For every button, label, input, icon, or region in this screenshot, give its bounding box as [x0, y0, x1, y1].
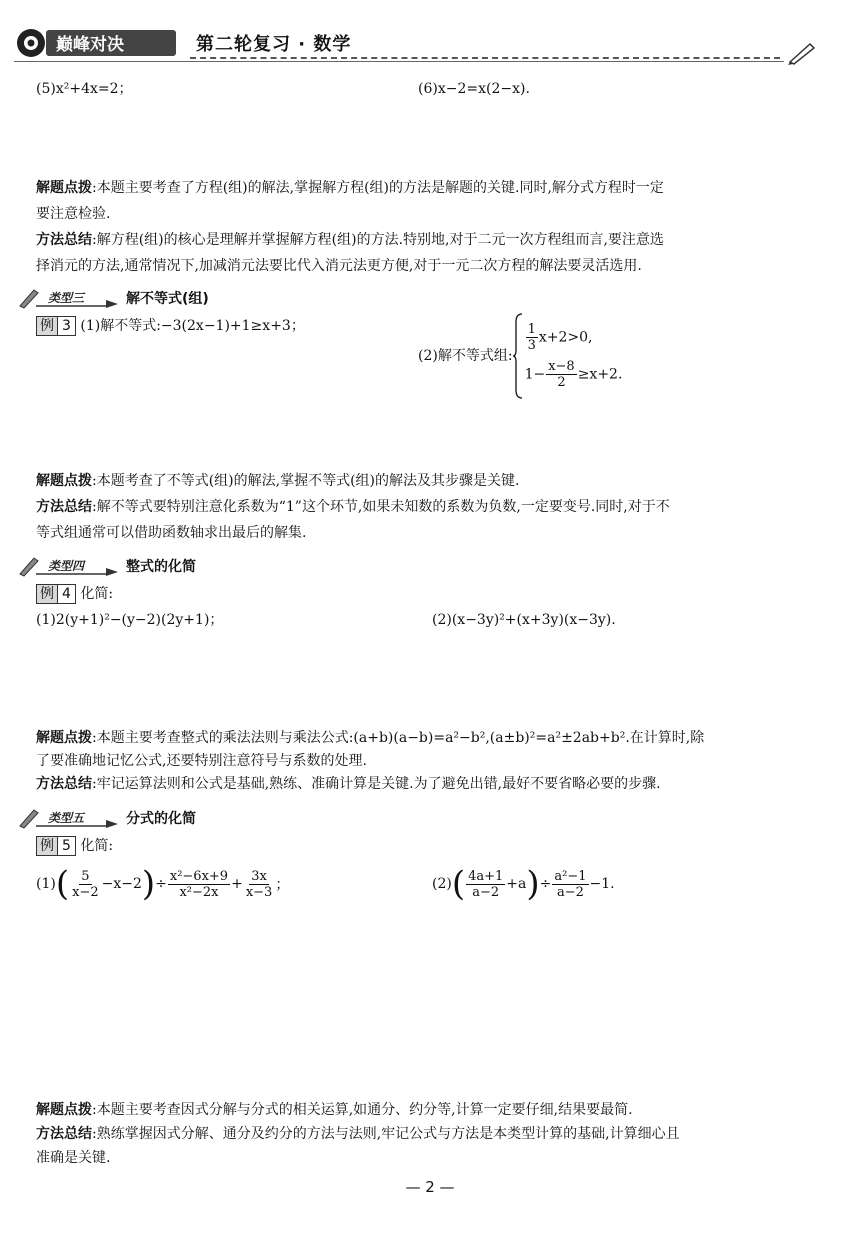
left-paren: (	[55, 864, 70, 904]
example4-q1: (1)2(y+1)²−(y−2)(2y+1)；	[36, 612, 224, 628]
type3-title: 解不等式(组)	[126, 291, 209, 307]
logo-badge-icon	[14, 26, 182, 60]
summary-text: :熟练掌握因式分解、通分及约分的方法与法则,牢记公式与方法是本类型计算的基础,计算细心且	[92, 1126, 680, 1142]
type-badge-icon	[18, 286, 118, 310]
example4-prompt: 化简:	[80, 586, 114, 602]
example4-q2: (2)(x−3y)²+(x+3y)(x−3y).	[432, 612, 616, 628]
summary-text: :解不等式要特别注意化系数为“1”这个环节,如果未知数的系数为负数,一定要变号.同时,对于不	[92, 499, 670, 515]
inequality-system	[525, 322, 623, 390]
type4-badge-text: 类型四	[48, 559, 85, 573]
header-logo	[14, 26, 182, 60]
example-number: 3	[57, 316, 76, 336]
ineq-line2-rest: ≥x+2.	[577, 366, 623, 383]
example-label: 例	[36, 836, 58, 856]
q2-mid: +a	[506, 876, 527, 892]
right-paren: )	[526, 864, 540, 904]
pen-icon	[786, 40, 818, 66]
tip-text-cont: 了要准确地记忆公式,还要特别注意符号与系数的处理.	[36, 753, 367, 769]
summary-label: 方法总结	[36, 232, 92, 248]
type4-header	[18, 554, 318, 576]
page-number: — 2 —	[405, 1178, 455, 1196]
ineq-line1-rest: x+2>0,	[538, 329, 593, 346]
example4-header	[36, 584, 113, 604]
left-paren: (	[451, 864, 466, 904]
summary-text-cont: 择消元的方法,通常情况下,加减消元法要比代入消元法更方便,对于一元二次方程的解法要灵活选用.	[36, 258, 642, 274]
header-divider	[190, 57, 780, 59]
divide-sign: ÷	[155, 876, 167, 892]
page-header-title: 第二轮复习 · 数学	[196, 34, 352, 55]
q2-end: −1.	[589, 876, 615, 892]
example5-q2	[432, 860, 615, 908]
plus-sign: +	[231, 876, 243, 892]
divide-sign: ÷	[539, 876, 552, 892]
fraction: $\frac{\text{x²−6x+9}}{\text{x²−2x}}$	[169, 868, 229, 900]
fraction: $\frac{x-8}{2}$	[548, 359, 575, 390]
problem-6: (6)x−2=x(2−x).	[418, 81, 530, 97]
fraction: $\frac{\text{a²−1}}{a-2}$	[554, 868, 587, 900]
tip-label: 解题点拨	[36, 180, 92, 196]
example5-prompt: 化简:	[80, 838, 114, 854]
summary-label: 方法总结	[36, 1126, 92, 1142]
summary-text: :牢记运算法则和公式是基础,熟练、准确计算是关键.为了避免出错,最好不要省略必要的步骤.	[92, 776, 661, 792]
type3-header	[18, 286, 318, 308]
type5-badge-text: 类型五	[48, 811, 85, 825]
example3-q1-text: (1)解不等式:−3(2x−1)+1≥x+3；	[80, 318, 305, 334]
example3-q2-prefix: (2)解不等式组:	[418, 348, 513, 364]
example3-q1	[36, 316, 305, 336]
right-paren: )	[141, 864, 156, 904]
example-label: 例	[36, 584, 58, 604]
example-number: 5	[57, 836, 76, 856]
summary-label: 方法总结	[36, 499, 92, 515]
fraction: $\frac{4a+1}{a-2}$	[468, 868, 504, 900]
type4-notes	[36, 727, 826, 796]
type4-title: 整式的化简	[126, 559, 196, 575]
type5-notes	[36, 1098, 826, 1170]
example-label: 例	[36, 316, 58, 336]
example5-q1	[36, 860, 289, 908]
q1-end: ；	[275, 877, 290, 893]
type-badge-icon	[18, 806, 118, 830]
tip-text: :本题主要考查因式分解与分式的相关运算,如通分、约分等,计算一定要仔细,结果要最简.	[92, 1102, 633, 1118]
summary-text-cont: 等式组通常可以借助函数轴求出最后的解集.	[36, 525, 307, 541]
summary-label: 方法总结	[36, 776, 92, 792]
ineq-line2-lead: 1−	[524, 366, 546, 383]
example5-header	[36, 836, 113, 856]
summary-text: :解方程(组)的核心是理解并掌握解方程(组)的方法.特别地,对于二元一次方程组而言,要注意选	[92, 232, 664, 248]
summary-text-cont: 准确是关键.	[36, 1150, 111, 1166]
type-badge-icon	[18, 554, 118, 578]
tip-label: 解题点拨	[36, 730, 92, 746]
q2-label: (2)	[432, 876, 452, 892]
tip-text: :本题主要考查了方程(组)的解法,掌握解方程(组)的方法是解题的关键.同时,解分式方程时一定	[92, 180, 664, 196]
section2-tip	[36, 175, 826, 279]
example3-q2	[418, 310, 622, 402]
type5-header	[18, 806, 318, 828]
logo-text: 巅峰对决	[56, 35, 124, 55]
fraction: $\frac{1}{3}$	[527, 322, 536, 353]
tip-label: 解题点拨	[36, 1102, 92, 1118]
problem-5: (5)x²+4x=2；	[36, 81, 133, 97]
header-rule	[14, 61, 784, 62]
tip-text: :本题考查了不等式(组)的解法,掌握不等式(组)的解法及其步骤是关键.	[92, 473, 520, 489]
type3-badge-text: 类型三	[48, 291, 85, 305]
tip-text: :本题主要考查整式的乘法法则与乘法公式:(a+b)(a−b)=a²−b²,(a±b)²=a²±2ab+b².在计算时,除	[92, 730, 705, 746]
fraction: $\frac{3x}{x-3}$	[245, 868, 273, 900]
tip-text-cont: 要注意检验.	[36, 206, 111, 222]
q1-mid: −x−2	[101, 876, 142, 892]
tip-label: 解题点拨	[36, 473, 92, 489]
example-number: 4	[57, 584, 76, 604]
brace-icon	[513, 312, 523, 400]
fraction: $\frac{5}{x-2}$	[72, 868, 99, 900]
type3-notes	[36, 468, 826, 546]
q1-label: (1)	[36, 876, 56, 892]
type5-title: 分式的化简	[126, 811, 196, 827]
